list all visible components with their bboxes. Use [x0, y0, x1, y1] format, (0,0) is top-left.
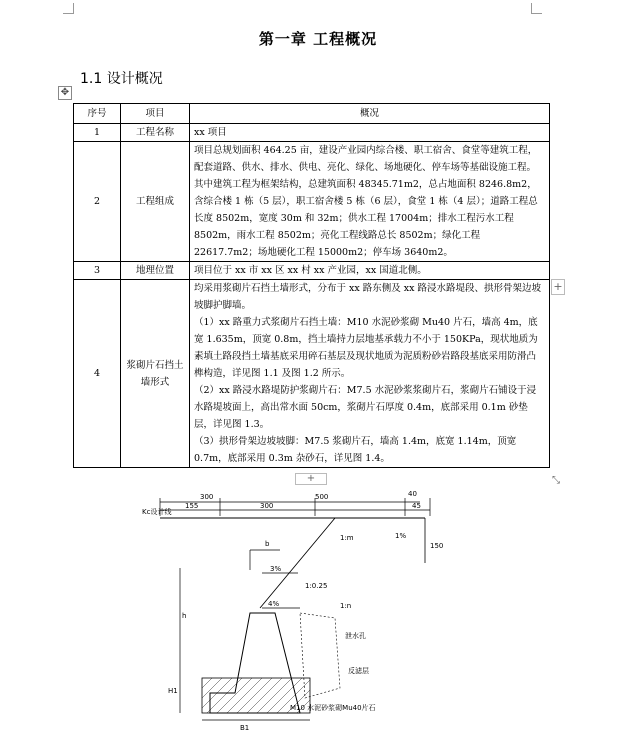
header-item: 项目 — [121, 104, 190, 124]
row-no: 3 — [74, 262, 121, 280]
table-row — [74, 142, 550, 262]
dim-label: 40 — [408, 490, 417, 498]
slope-label: 1% — [395, 532, 407, 540]
backfill-zone — [300, 613, 340, 698]
table-header-row — [74, 104, 550, 124]
header-no: 序号 — [74, 104, 121, 124]
retaining-wall-section-drawing — [140, 488, 490, 735]
add-row-button[interactable]: + — [295, 473, 327, 485]
page-corner-mark-left — [63, 3, 74, 14]
section-heading: 1.1 设计概况 — [80, 71, 163, 87]
table-row — [74, 124, 550, 142]
table-move-handle-icon[interactable]: ✥ — [58, 86, 72, 100]
dim-label: 300 — [260, 502, 274, 510]
page-corner-mark-right — [531, 3, 542, 14]
row-overview — [190, 280, 550, 468]
row-overview — [190, 142, 550, 262]
row-item: 工程名称 — [121, 124, 190, 142]
dim-label: 45 — [412, 502, 421, 510]
add-column-button[interactable]: + — [551, 279, 565, 295]
header-overview: 概况 — [190, 104, 550, 124]
slope-label: 1:0.25 — [305, 582, 328, 590]
overview-paragraph: 均采用浆砌片石挡土墙形式，分布于 xx 路东侧及 xx 路浸水路堤段、拱形骨架边坡坡脚护脚墙。 — [194, 283, 542, 311]
dim-label: b — [265, 540, 270, 548]
design-line-label: Kc设计线 — [142, 508, 172, 516]
fill-slope-line — [260, 518, 335, 608]
overview-paragraph: （1）xx 路重力式浆砌片石挡土墙：M10 水泥砂浆砌 Mu40 片石，墙高 4m，底宽 1.635m，顶宽 0.8m，挡土墙持力层地基承载力不小于 150KPa，现状地质为素填土路段挡土墙基底采用碎石基层及现状地质为泥质粉砂岩路段基底采用防滑凸榫构造，详见图 1.1 及图 1.2 所示。 — [194, 317, 538, 379]
dim-label: 155 — [185, 502, 199, 510]
slope-label: 1:n — [340, 602, 352, 610]
row-overview — [190, 124, 550, 142]
row-item: 地理位置 — [121, 262, 190, 280]
table-row — [74, 280, 550, 468]
row-no: 1 — [74, 124, 121, 142]
overview-paragraph: xx 项目 — [194, 127, 227, 138]
annotation-label: M10 水泥砂浆砌Mu40片石 — [290, 704, 376, 712]
overview-paragraph: 项目位于 xx 市 xx 区 xx 村 xx 产业园，xx 国道北侧。 — [194, 265, 427, 276]
slope-label: 3% — [270, 565, 282, 573]
dim-label: B1 — [240, 724, 250, 732]
row-overview — [190, 262, 550, 280]
dim-label: h — [182, 612, 187, 620]
retaining-wall-body — [210, 613, 300, 713]
slope-label: 1:m — [340, 534, 354, 542]
row-no: 4 — [74, 280, 121, 468]
row-item: 工程组成 — [121, 142, 190, 262]
dim-label: 500 — [315, 493, 329, 501]
project-overview-table — [73, 103, 550, 468]
dim-label: 300 — [200, 493, 214, 501]
chapter-title: 第一章 工程概况 — [258, 30, 378, 48]
annotation-label: 泄水孔 — [345, 632, 366, 640]
resize-handle-icon[interactable]: ⤡ — [552, 475, 560, 486]
overview-paragraph: （2）xx 路浸水路堤防护浆砌片石：M7.5 水泥砂浆浆砌片石，浆砌片石铺设于浸水路堤坡面上，高出常水面 50cm，浆砌片石厚度 0.4m，底部采用 0.1m 砂垫层，详见图 1.3。 — [194, 385, 537, 430]
dim-label: H1 — [168, 687, 178, 695]
row-item: 浆砌片石挡土墙形式 — [121, 280, 190, 468]
row-no: 2 — [74, 142, 121, 262]
dim-label: 150 — [430, 542, 444, 550]
overview-paragraph: 项目总规划面积 464.25 亩，建设产业园内综合楼、职工宿舍、食堂等建筑工程，配套道路、供水、排水、供电、亮化、绿化、场地硬化、停车场等基础设施工程。其中建筑工程为框架结构，总建筑面积 48345.71m2，总占地面积 8246.8m2，含综合楼 1 栋（5 层），职工宿舍楼 5 栋（6 层），食堂 1 栋（4 层）；道路工程总长度 8502m，宽度 30m 和 32m；供水工程 17004m；排水工程污水工程 8502m，雨水工程 8502m；亮化工程线路总长 8502m；绿化工程 22617.7m2；场地硬化工程 15000m2；停车场 3640m2。 — [194, 145, 538, 258]
overview-paragraph: （3）拱形骨架边坡坡脚：M7.5 浆砌片石，墙高 1.4m，底宽 1.14m，顶宽 0.7m，底部采用 0.3m 杂砂石，详见图 1.4。 — [194, 436, 517, 464]
table-row — [74, 262, 550, 280]
annotation-label: 反滤层 — [348, 667, 369, 675]
slope-label: 4% — [268, 600, 280, 608]
